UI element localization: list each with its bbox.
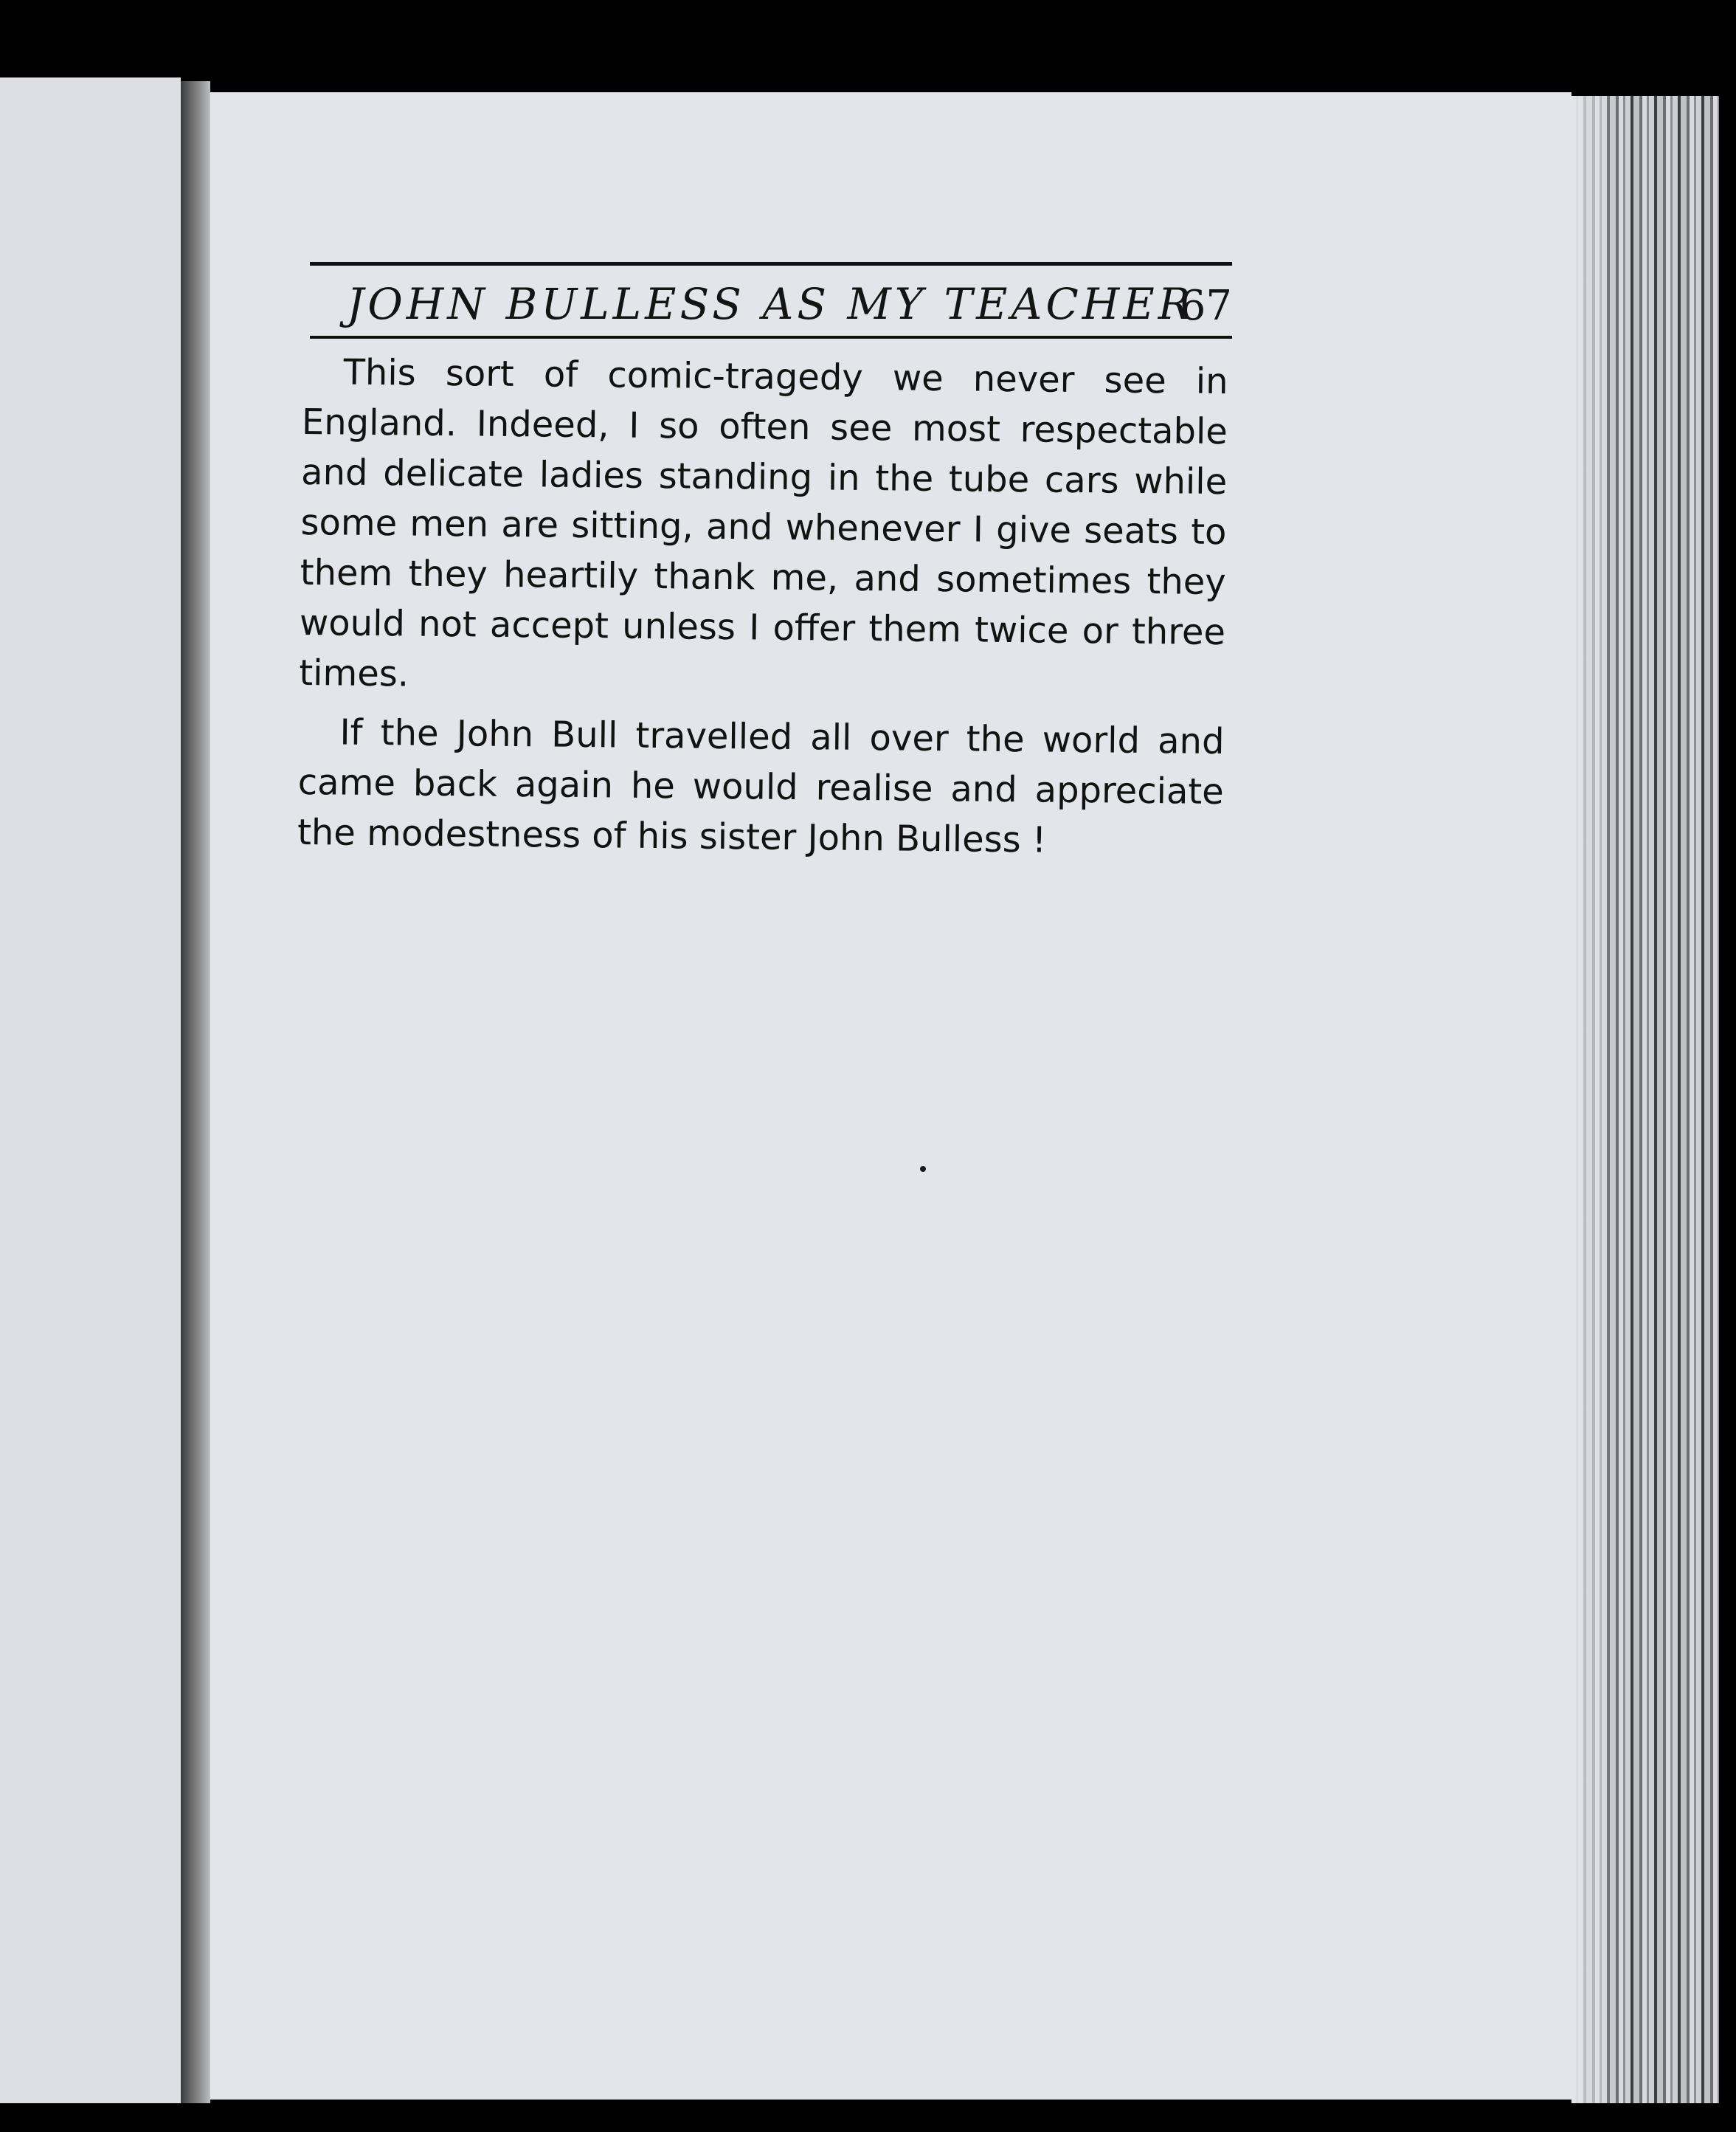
running-header (310, 262, 1232, 339)
paragraph: This sort of comic-tragedy we never see in England. Indeed, I so often see most respectable and delicate ladies standing in the tube cars while some men are sitting, and whenever I give seats to them they heartily thank me, and sometimes they would not accept unless I offer them twice or three times. (299, 351, 1228, 695)
left-page-edge (0, 77, 181, 2103)
running-title: JOHN BULLESS AS MY TEACHER (347, 279, 1194, 329)
ink-speck (920, 1166, 926, 1172)
page-number: 67 (1179, 282, 1232, 330)
paragraph: If the John Bull travelled all over the world and came back again he would realise and appreciate the modestness of his sister John Bulless ! (297, 711, 1225, 861)
body-text (297, 347, 1228, 876)
page-edge-shading (1571, 96, 1616, 2103)
book-gutter (181, 81, 210, 2103)
